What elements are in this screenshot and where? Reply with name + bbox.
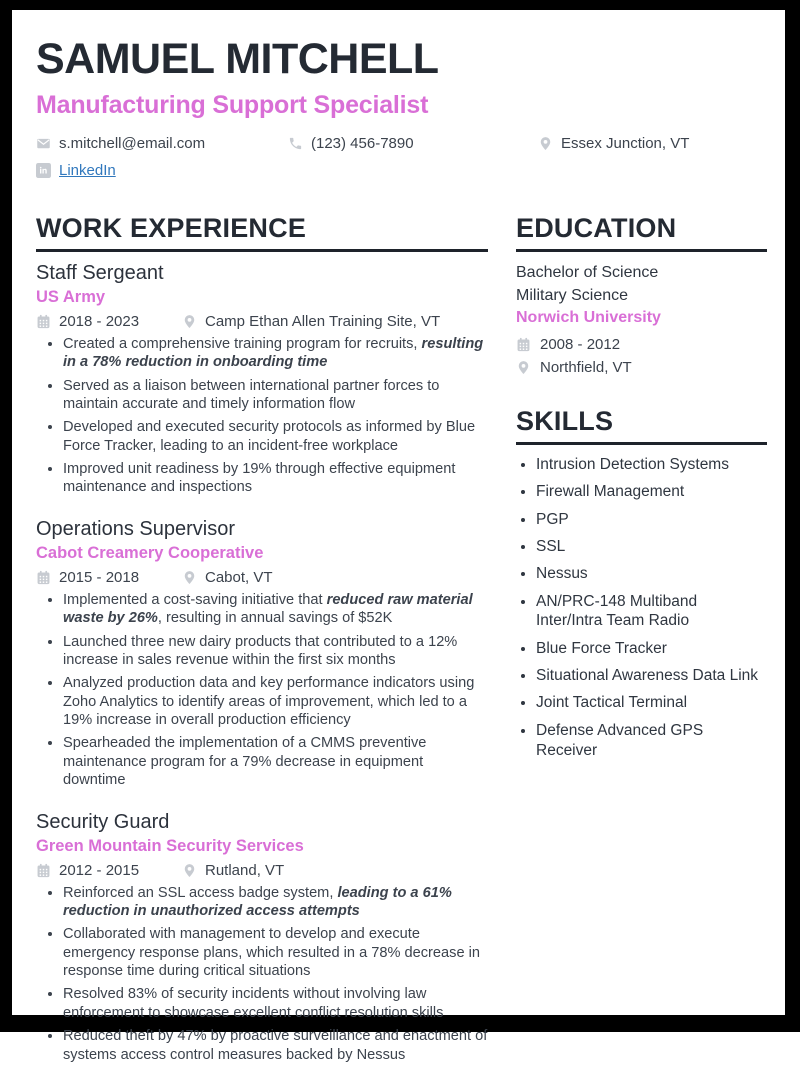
- calendar-icon: [36, 863, 51, 878]
- skill-item: • AN/PRC-148 Multiband Inter/Intra Team Radio: [536, 592, 767, 632]
- contact-row-1: [36, 135, 767, 152]
- skill-item: • PGP: [536, 510, 767, 530]
- job-bullet: • Spearheaded the implementation of a CMMS preventive maintenance program for a 79% decrease in equipment downtime: [63, 734, 488, 789]
- contact-email: [36, 135, 288, 152]
- location-pin-icon: [182, 570, 197, 585]
- job-bullet: • Collaborated with management to develop and execute emergency response plans, which resulted in a 78% decrease in response time during critical situations: [63, 925, 488, 980]
- calendar-icon: [516, 337, 531, 352]
- job-meta-row: [36, 862, 488, 879]
- phone-text: (123) 456-7890: [311, 134, 414, 152]
- job-dates-text: 2012 - 2015: [59, 861, 140, 879]
- job-title: Security Guard: [36, 810, 170, 833]
- education-section: [516, 213, 767, 376]
- skills-list: [516, 455, 767, 760]
- email-text: s.mitchell@email.com: [59, 134, 206, 152]
- education-location: Northfield, VT: [540, 359, 632, 377]
- job-dates-text: 2015 - 2018: [59, 568, 140, 586]
- resume-header: [36, 35, 767, 179]
- location-pin-icon: [182, 314, 197, 329]
- job-entry: [36, 518, 488, 790]
- job-dates: [36, 313, 182, 330]
- contact-row-2: [36, 162, 767, 179]
- job-title: Staff Sergeant: [36, 261, 164, 284]
- skill-item: • Situational Awareness Data Link: [536, 666, 767, 686]
- bullet-emphasis: resulting in a 78% reduction in onboarding time: [63, 335, 484, 371]
- job-location-text: Cabot, VT: [205, 568, 273, 586]
- location-pin-icon: [182, 863, 197, 878]
- job-bullet: • Launched three new dairy products that contributed to a 12% increase in sales revenue within the first six months: [63, 633, 488, 670]
- job-dates: [36, 569, 182, 586]
- skills-section: [516, 406, 767, 760]
- jobs-list: [36, 262, 488, 1064]
- bullet-emphasis: reduced raw material waste by 26%: [63, 591, 473, 627]
- skill-item: • Blue Force Tracker: [536, 639, 767, 659]
- job-location-text: Rutland, VT: [205, 861, 285, 879]
- skill-item: • Joint Tactical Terminal: [536, 693, 767, 713]
- contact-location: [538, 135, 689, 152]
- job-bullet: • Reduced theft by 47% by proactive surveillance and enactment of systems access control measures backed by Nessus: [63, 1027, 488, 1064]
- phone-icon: [288, 136, 303, 151]
- job-company: Green Mountain Security Services: [36, 836, 304, 855]
- envelope-icon: [36, 136, 51, 151]
- job-bullet: • Served as a liaison between international partner forces to maintain accurate and timely information flow: [63, 377, 488, 414]
- skill-item: • Nessus: [536, 564, 767, 584]
- job-meta-row: [36, 569, 488, 586]
- job-company: Cabot Creamery Cooperative: [36, 543, 264, 562]
- skill-item: • Defense Advanced GPS Receiver: [536, 721, 767, 761]
- resume-body: [36, 213, 767, 1085]
- location-pin-icon: [538, 136, 553, 151]
- job-bullet-list: [36, 884, 488, 1064]
- job-company: US Army: [36, 287, 106, 306]
- education-heading: EDUCATION: [516, 213, 767, 252]
- work-experience-heading: WORK EXPERIENCE: [36, 213, 488, 252]
- education-field: Military Science: [516, 286, 629, 304]
- education-degree: Bachelor of Science: [516, 263, 659, 281]
- job-bullet: • Improved unit readiness by 19% through effective equipment maintenance and inspections: [63, 460, 488, 497]
- job-meta-row: [36, 313, 488, 330]
- job-title: Operations Supervisor: [36, 517, 235, 540]
- calendar-icon: [36, 314, 51, 329]
- job-bullet: • Reinforced an SSL access badge system, leading to a 61% reduction in unauthorized access attempts: [63, 884, 488, 921]
- education-dates: 2008 - 2012: [540, 336, 621, 354]
- job-bullet: • Developed and executed security protocols as informed by Blue Force Tracker, leading to an incident-free workplace: [63, 418, 488, 455]
- job-bullet-list: [36, 591, 488, 790]
- job-bullet: • Analyzed production data and key performance indicators using Zoho Analytics to identify areas of improvement, which led to a 19% increase in overall production efficiency: [63, 674, 488, 729]
- job-dates-text: 2018 - 2023: [59, 312, 140, 330]
- candidate-name: SAMUEL MITCHELL: [36, 35, 439, 83]
- job-location: [182, 313, 440, 330]
- right-column: [516, 213, 767, 1085]
- skill-item: • Firewall Management: [536, 482, 767, 502]
- contact-phone: [288, 135, 538, 152]
- job-entry: [36, 811, 488, 1064]
- skills-heading: SKILLS: [516, 406, 767, 445]
- job-dates: [36, 862, 182, 879]
- work-experience-section: [36, 213, 488, 1085]
- job-location: [182, 569, 273, 586]
- location-text: Essex Junction, VT: [561, 134, 690, 152]
- job-bullet: • Implemented a cost-saving initiative that reduced raw material waste by 26%, resulting in annual savings of $52K: [63, 591, 488, 628]
- job-location: [182, 862, 284, 879]
- calendar-icon: [36, 570, 51, 585]
- job-bullet: • Resolved 83% of security incidents without involving law enforcement to showcase excellent conflict resolution skills: [63, 985, 488, 1022]
- candidate-title: Manufacturing Support Specialist: [36, 90, 429, 119]
- education-school: Norwich University: [516, 309, 661, 327]
- education-location-row: [516, 359, 767, 376]
- location-pin-icon: [516, 360, 531, 375]
- job-bullet-list: [36, 335, 488, 497]
- skill-item: • Intrusion Detection Systems: [536, 455, 767, 475]
- skill-item: • SSL: [536, 537, 767, 557]
- job-bullet: • Created a comprehensive training program for recruits, resulting in a 78% reduction in onboarding time: [63, 335, 488, 372]
- linkedin-icon: [36, 163, 51, 178]
- education-dates-row: [516, 336, 767, 353]
- linkedin-link[interactable]: LinkedIn: [59, 161, 116, 179]
- contact-linkedin: [36, 162, 116, 179]
- job-location-text: Camp Ethan Allen Training Site, VT: [205, 312, 441, 330]
- bullet-emphasis: leading to a 61% reduction in unauthorized access attempts: [63, 884, 452, 919]
- job-entry: [36, 262, 488, 497]
